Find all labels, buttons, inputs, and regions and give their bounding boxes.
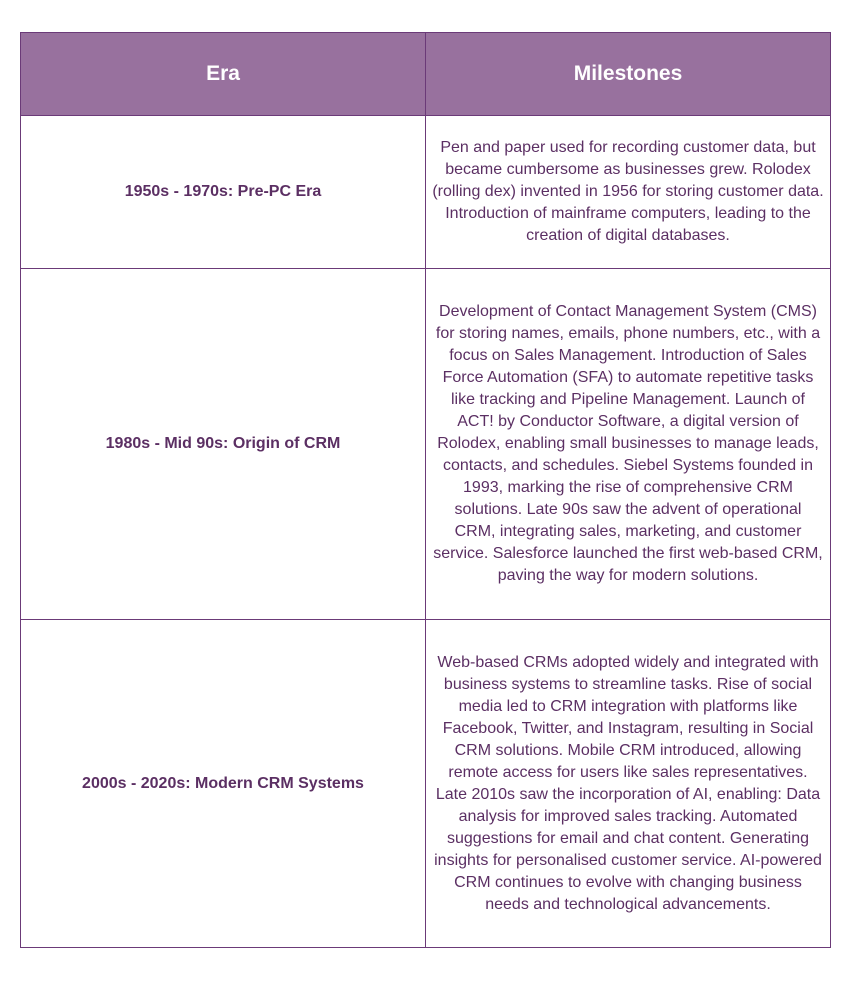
era-cell: 1950s - 1970s: Pre-PC Era — [21, 116, 426, 269]
table-row — [21, 269, 831, 620]
era-cell: 2000s - 2020s: Modern CRM Systems — [21, 620, 426, 948]
crm-history-table-container — [20, 32, 830, 948]
milestones-cell: Development of Contact Management System (CMS) for storing names, emails, phone numbers, etc., with a focus on Sales Management. Introduction of Sales Force Automation (SFA) to automate repetitive tasks like tracking and Pipeline Management. Launch of ACT! by Conductor Software, a digital version of Rolodex, enabling small businesses to manage leads, contacts, and schedules. Siebel Systems founded in 1993, marking the rise of comprehensive CRM solutions. Late 90s saw the advent of operational CRM, integrating sales, marketing, and customer service. Salesforce launched the first web-based CRM, paving the way for modern solutions. — [426, 269, 831, 620]
era-cell: 1980s - Mid 90s: Origin of CRM — [21, 269, 426, 620]
milestones-cell: Web-based CRMs adopted widely and integrated with business systems to streamline tasks. Rise of social media led to CRM integration with platforms like Facebook, Twitter, and Instagram, resulting in Social CRM solutions. Mobile CRM introduced, allowing remote access for users like sales representatives. Late 2010s saw the incorporation of AI, enabling: Data analysis for improved sales tracking. Automated suggestions for email and chat content. Generating insights for personalised customer service. AI-powered CRM continues to evolve with changing business needs and technological advancements. — [426, 620, 831, 948]
crm-history-table — [20, 32, 831, 948]
milestones-cell: Pen and paper used for recording customer data, but became cumbersome as businesses grew. Rolodex (rolling dex) invented in 1956 for storing customer data. Introduction of mainframe computers, leading to the creation of digital databases. — [426, 116, 831, 269]
column-header-milestones: Milestones — [426, 33, 831, 116]
table-row — [21, 116, 831, 269]
column-header-era: Era — [21, 33, 426, 116]
table-row — [21, 620, 831, 948]
table-header-row — [21, 33, 831, 116]
